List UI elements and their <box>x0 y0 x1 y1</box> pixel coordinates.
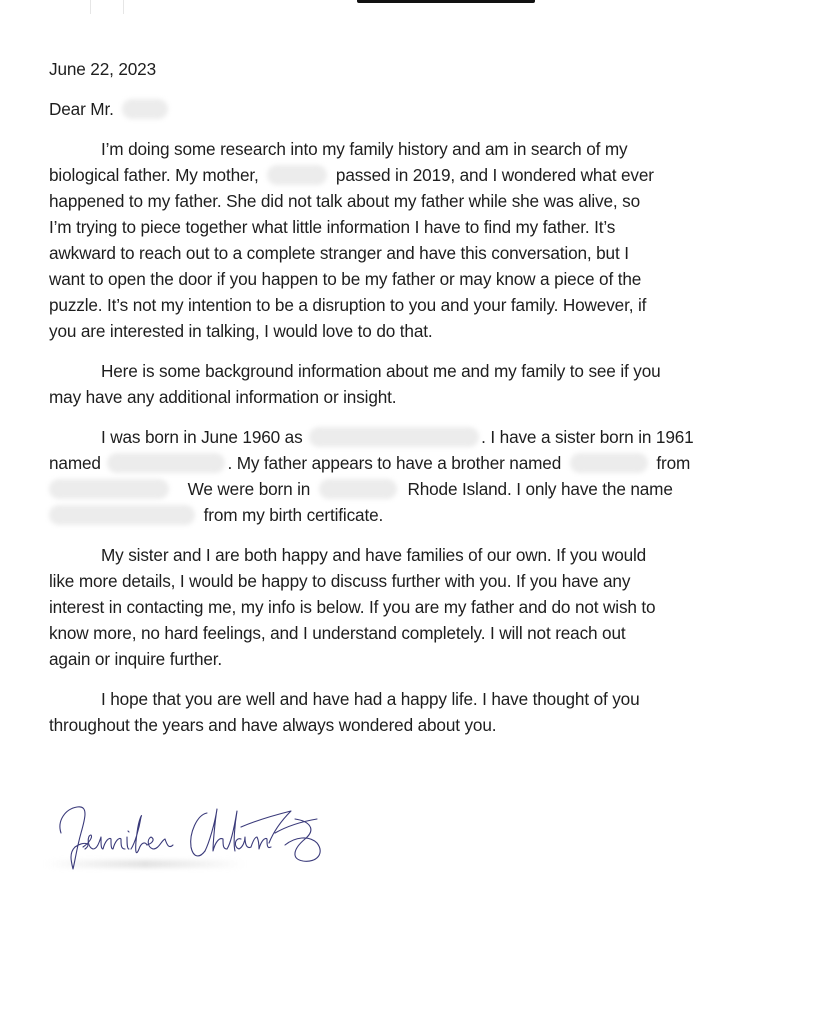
text-line: awkward to reach out to a complete stranger and have this conversation, but I <box>49 243 629 263</box>
text-line <box>49 450 779 476</box>
text-line: like more details, I would be happy to discuss further with you. If you have any <box>49 571 631 591</box>
text-line: throughout the years and have always wondered about you. <box>49 715 497 735</box>
text-line: Here is some background information about me and my family to see if you <box>101 361 661 381</box>
redacted-uncle-name <box>570 453 648 473</box>
text-line: you are interested in talking, I would love to do that. <box>49 321 433 341</box>
salutation-text: Dear Mr. <box>49 99 114 119</box>
redacted-sister-name <box>107 453 225 473</box>
text-line <box>49 162 779 188</box>
text-line <box>49 424 779 450</box>
text-line: know more, no hard feelings, and I understand completely. I will not reach out <box>49 623 626 643</box>
redacted-uncle-location <box>49 479 169 499</box>
text-fragment: Rhode Island. I only have the name <box>402 479 673 499</box>
letter-body <box>49 56 779 752</box>
paragraph-background <box>49 358 779 410</box>
redacted-birth-name <box>309 427 479 447</box>
paragraph-closing <box>49 686 779 738</box>
text-line: I hope that you are well and have had a happy life. I have thought of you <box>101 689 640 709</box>
text-line <box>49 502 779 528</box>
redacted-mother-name <box>267 165 327 185</box>
scan-edge-bar <box>357 0 535 3</box>
text-line: may have any additional information or insight. <box>49 387 397 407</box>
redacted-recipient-name <box>122 99 168 119</box>
text-fragment: We were born in <box>183 479 315 499</box>
redacted-birth-city <box>319 479 397 499</box>
paragraph-birth-details <box>49 424 779 528</box>
text-line: puzzle. It’s not my intention to be a disruption to you and your family. However, if <box>49 295 647 315</box>
text-fragment: passed in 2019, and I wondered what ever <box>331 165 654 185</box>
text-line: again or inquire further. <box>49 649 223 669</box>
redacted-father-name <box>49 505 195 525</box>
scan-artifact <box>90 0 91 14</box>
text-fragment: . I have a sister born in 1961 <box>481 427 694 447</box>
text-line: happened to my father. She did not talk about my father while she was alive, so <box>49 191 641 211</box>
text-fragment: from my birth certificate. <box>199 505 384 525</box>
text-line <box>49 476 779 502</box>
paragraph-intro <box>49 136 779 344</box>
text-fragment: . My father appears to have a brother named <box>227 453 566 473</box>
text-fragment: named <box>49 453 106 473</box>
text-line: I’m trying to piece together what little information I have to find my father. It’s <box>49 217 616 237</box>
scan-artifact <box>123 0 124 14</box>
handwritten-signature <box>55 803 335 873</box>
salutation <box>49 96 779 122</box>
paragraph-contact <box>49 542 779 672</box>
text-fragment: I was born in June 1960 as <box>101 427 308 447</box>
text-fragment: from <box>651 453 691 473</box>
text-line: want to open the door if you happen to be my father or may know a piece of the <box>49 269 642 289</box>
text-line: My sister and I are both happy and have families of our own. If you would <box>101 545 647 565</box>
text-line: I’m doing some research into my family history and am in search of my <box>101 139 628 159</box>
text-fragment: biological father. My mother, <box>49 165 264 185</box>
letter-date: June 22, 2023 <box>49 59 156 79</box>
text-line: interest in contacting me, my info is below. If you are my father and do not wish to <box>49 597 656 617</box>
